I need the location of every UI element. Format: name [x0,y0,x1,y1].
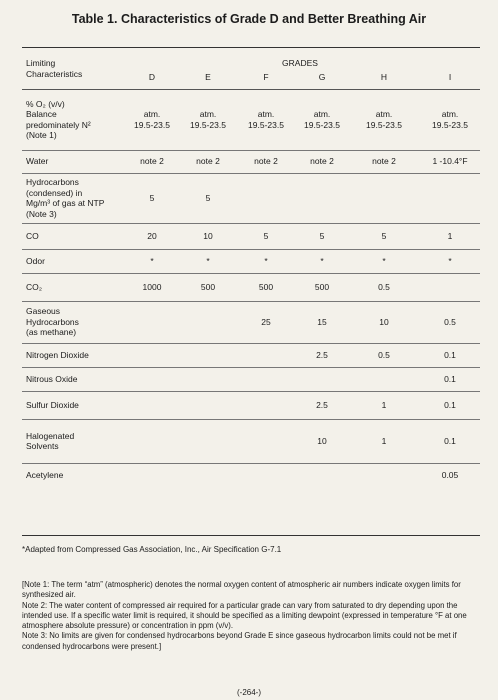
row-label [26,156,48,167]
cell-grade-f: 500 [258,281,274,292]
row-label [26,470,63,481]
row-label [26,306,79,338]
limiting-header-line1: Limiting [26,58,56,68]
notes-block [22,580,482,652]
row-label [26,350,89,361]
note-2: Note 2: The water content of compressed air required for a particular grade can vary from saturated to dry depending upon the intended use. If a specific water limit is required, it should be specified as a limiting dewpoint (expressed in temperature °F at one atmosphere absolute pressure) or concentration in ppm (v/v). [22,600,467,631]
cell-grade-g: 2.5 [316,349,328,360]
cell-grade-i: 1 -10.4°F [432,156,468,167]
cell-grade-g: atm. 19.5-23.5 [304,109,340,130]
cell-grade-g: 10 [317,435,327,446]
page-number: (-264-) [236,688,261,697]
row-label-line: Gaseous [26,306,61,317]
grade-g-header: G [318,72,326,82]
cell-grade-f: atm. 19.5-23.5 [248,109,284,130]
table-row-co [22,223,480,250]
row-label-line: Acetylene [26,469,64,480]
row-label-line: CO₂ [26,281,43,292]
cell-grade-e: atm. 19.5-23.5 [190,109,226,130]
cell-grade-h: 0.5 [378,281,390,292]
row-label-line: Halogenated [26,430,75,441]
row-label-line: predominately N² [26,119,91,130]
cell-grade-g: * [320,255,324,266]
cell-grade-d: 1000 [142,281,162,292]
cell-grade-h: note 2 [372,156,396,167]
grade-d-header: D [148,72,156,82]
table-row-odor [22,249,480,274]
row-label-line: Nitrous Oxide [26,373,78,384]
cell-grade-g: 15 [317,316,327,327]
cell-grade-f: * [264,255,268,266]
row-label [26,282,42,293]
characteristics-table [22,47,480,536]
cell-grade-g: note 2 [310,156,334,167]
table-row-halogenated-solvents [22,419,480,464]
row-label-line: Water [26,156,49,167]
cell-grade-h: 1 [381,399,387,410]
limiting-header-line2: Characteristics [26,69,83,79]
table-row-oxygen [22,89,480,151]
cell-grade-g: 2.5 [316,399,328,410]
row-label-line: Balance [26,109,57,119]
cell-grade-i: 0.5 [444,316,456,327]
table-row-water [22,150,480,174]
grade-i-header: I [448,72,452,82]
row-label-line: CO [26,230,39,241]
cell-grade-h: 5 [381,230,387,241]
cell-grade-i: 0.1 [444,349,456,360]
cell-grade-h: 0.5 [378,349,390,360]
cell-grade-e: 10 [203,230,213,241]
cell-grade-d: 20 [147,230,157,241]
row-label-line: Odor [26,255,45,266]
row-label-line: Nitrogen Dioxide [26,349,89,360]
cell-grade-i: 0.1 [444,399,456,410]
note-3: Note 3: No limits are given for condensed hydrocarbons beyond Grade E since gaseous hydrocarbon limits could not be met if condensed hydrocarbons were present.] [22,631,457,651]
cell-grade-e: 500 [200,281,216,292]
table-row-nitrous-oxide [22,367,480,392]
row-label-line: Hydrocarbons [26,177,79,187]
cell-grade-i: 0.1 [444,373,456,384]
row-label-line: (as methane) [26,327,77,338]
cell-grade-d: atm. 19.5-23.5 [134,109,170,130]
row-label-line: % O₂ (v/v) [26,98,65,109]
table-row-nitrogen-dioxide [22,343,480,368]
table-row-acetylene [22,463,480,487]
cell-grade-i: * [448,255,452,266]
cell-grade-h: atm. 19.5-23.5 [366,109,402,130]
row-label-line: Solvents [26,441,59,451]
cell-grade-e: note 2 [196,156,220,167]
row-label [26,400,79,411]
cell-grade-i: 0.1 [444,435,456,446]
row-label [26,99,91,141]
cell-grade-i: 1 [447,230,453,241]
cell-grade-i: atm. 19.5-23.5 [432,109,468,130]
row-label [26,256,45,267]
grade-e-header: E [205,72,211,82]
row-label-line: Hydrocarbons [26,316,79,327]
cell-grade-f: note 2 [254,156,278,167]
row-label-line: Mg/m³ of gas at NTP [26,198,105,208]
cell-grade-h: 1 [381,435,387,446]
cell-grade-f: 25 [261,316,271,327]
table-row-co2 [22,273,480,302]
cell-grade-e: 5 [205,192,211,203]
row-label [26,177,104,219]
grade-h-header: H [380,72,388,82]
table-row-sulfur-dioxide [22,391,480,420]
cell-grade-d: 5 [149,192,155,203]
row-label [26,374,78,385]
grade-f-header: F [263,72,269,82]
row-label-line: Sulfur Dioxide [26,399,79,410]
cell-grade-i: 0.05 [441,469,459,480]
cell-grade-d: note 2 [140,156,164,167]
cell-grade-g: 500 [314,281,330,292]
cell-grade-h: * [382,255,386,266]
row-label-line: (Note 3) [26,208,57,219]
grades-header: GRADES [282,58,318,68]
row-label [26,431,74,452]
source-footnote: *Adapted from Compressed Gas Association, Inc., Air Specification G-7.1 [22,545,282,554]
note-1: [Note 1: The term “atm” (atmospheric) denotes the normal oxygen content of atmospheric air numbers indicate oxygen limits for synthesized air. [22,580,461,600]
row-label-line: (condensed) in [26,187,83,198]
cell-grade-f: 5 [263,230,269,241]
cell-grade-g: 5 [319,230,325,241]
cell-grade-d: * [150,255,154,266]
limiting-characteristics-header [26,58,82,80]
row-label [26,231,39,242]
row-label-line: (Note 1) [26,130,57,140]
table-row-gaseous-hydrocarbons [22,301,480,344]
table-header [22,48,480,90]
cell-grade-h: 10 [379,316,389,327]
table-title: Table 1. Characteristics of Grade D and Better Breathing Air [71,12,427,26]
cell-grade-e: * [206,255,210,266]
table-row-condensed-hydrocarbons [22,173,480,224]
